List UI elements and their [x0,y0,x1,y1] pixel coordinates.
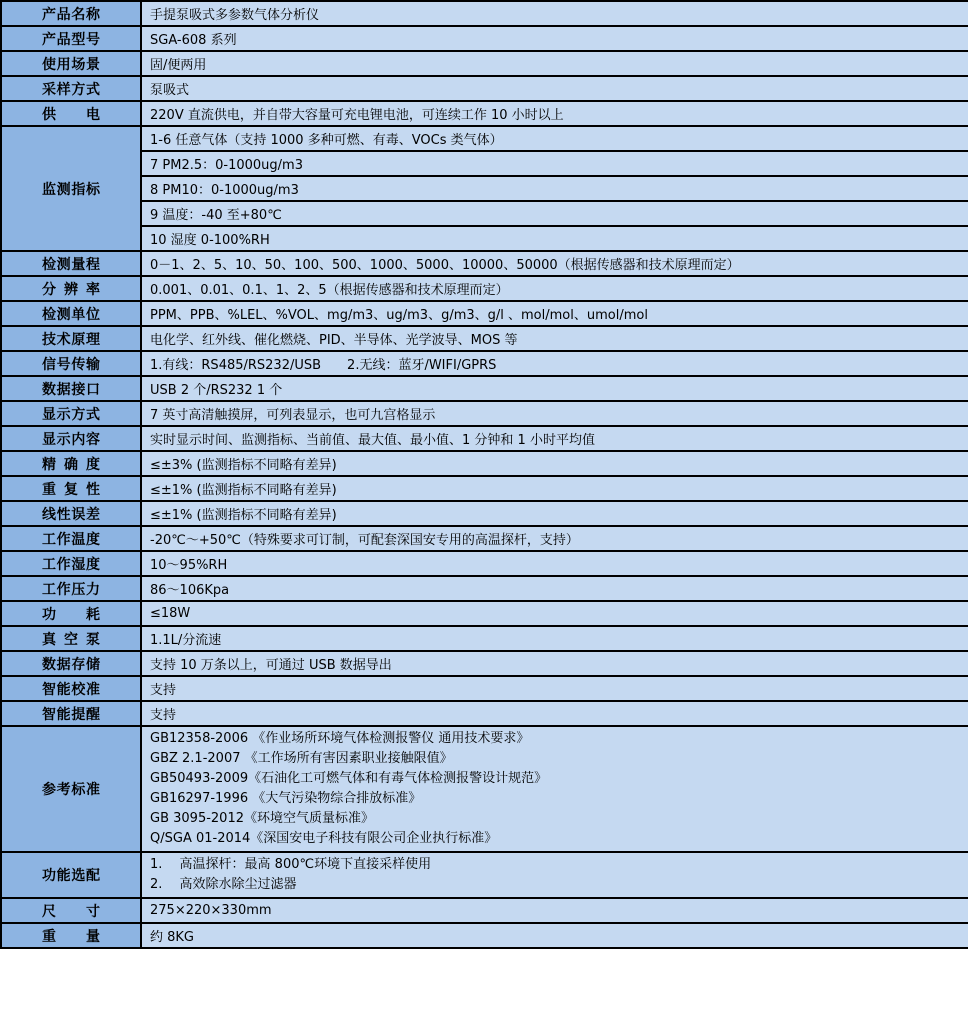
table-row [1,176,968,201]
spec-value: 275×220×330mm [141,898,968,923]
spec-label [1,852,141,898]
spec-label-text: 重量 [42,928,100,945]
spec-value: USB 2 个/RS232 1 个 [141,376,968,401]
spec-label [1,326,141,351]
spec-value-line: Q/SGA 01-2014《深国安电子科技有限公司企业执行标准》 [150,831,498,846]
spec-label-text: 信号传输 [42,356,100,373]
spec-label-text: 功能选配 [42,868,100,884]
spec-value: ≤±1% (监测指标不同略有差异) [141,476,968,501]
table-row [1,151,968,176]
table-row [1,476,968,501]
table-row [1,651,968,676]
spec-label [1,101,141,126]
spec-value: 1-6 任意气体（支持 1000 多种可燃、有毒、VOCs 类气体） [141,126,968,151]
spec-label-text: 工作压力 [42,581,100,598]
spec-value: 10～95%RH [141,551,968,576]
table-row [1,923,968,948]
table-row [1,126,968,151]
table-row [1,376,968,401]
table-row [1,426,968,451]
spec-value-line: 1. 高温探杆：最高 800℃环境下直接采样使用 [150,857,432,872]
spec-label-text: 精确度 [42,456,100,473]
spec-label-text: 采样方式 [42,81,100,98]
spec-value [141,852,968,898]
spec-label [1,576,141,601]
spec-label [1,726,141,852]
table-row [1,401,968,426]
spec-label [1,126,141,251]
table-row [1,301,968,326]
spec-value: 9 温度：-40 至+80℃ [141,201,968,226]
spec-value: ≤±1% (监测指标不同略有差异) [141,501,968,526]
spec-value-line: 2. 高效除水除尘过滤器 [150,877,297,892]
spec-label-text: 参考标准 [42,782,100,798]
spec-label [1,276,141,301]
spec-value: 10 湿度 0-100%RH [141,226,968,251]
spec-value: 约 8KG [141,923,968,948]
spec-label [1,1,141,26]
spec-value: ≤±3% (监测指标不同略有差异) [141,451,968,476]
spec-label-text: 工作湿度 [42,556,100,573]
table-row [1,26,968,51]
spec-value: 支持 [141,701,968,726]
spec-label [1,651,141,676]
spec-label-text: 真空泵 [42,631,100,648]
spec-label [1,401,141,426]
spec-value-line: GB 3095-2012《环境空气质量标准》 [150,811,374,826]
table-row [1,551,968,576]
table-row [1,326,968,351]
spec-value: 1.有线：RS485/RS232/USB 2.无线：蓝牙/WIFI/GPRS [141,351,968,376]
spec-label-text: 显示方式 [42,406,100,423]
spec-label-text: 工作温度 [42,531,100,548]
spec-value: 支持 [141,676,968,701]
spec-value: -20℃～+50℃（特殊要求可订制，可配套深国安专用的高温探杆，支持） [141,526,968,551]
spec-value: 1.1L/分流速 [141,626,968,651]
spec-label [1,26,141,51]
table-row [1,601,968,626]
table-row [1,201,968,226]
spec-label-text: 线性误差 [42,506,100,523]
spec-value: 7 英寸高清触摸屏，可列表显示，也可九宫格显示 [141,401,968,426]
spec-label-text: 技术原理 [42,331,100,348]
table-row [1,101,968,126]
spec-value: 实时显示时间、监测指标、当前值、最大值、最小值、1 分钟和 1 小时平均值 [141,426,968,451]
table-row [1,526,968,551]
table-row [1,226,968,251]
spec-value: SGA-608 系列 [141,26,968,51]
spec-label-text: 数据接口 [42,381,100,398]
spec-label [1,501,141,526]
table-row [1,501,968,526]
spec-value: PPM、PPB、%LEL、%VOL、mg/m3、ug/m3、g/m3、g/l 、mol/mol、umol/mol [141,301,968,326]
spec-label-text: 数据存储 [42,656,100,673]
spec-label [1,898,141,923]
table-row [1,251,968,276]
table-row [1,76,968,101]
table-row [1,351,968,376]
spec-label [1,923,141,948]
table-row [1,276,968,301]
spec-label-text: 产品名称 [42,6,100,23]
spec-value: 支持 10 万条以上，可通过 USB 数据导出 [141,651,968,676]
table-row [1,1,968,26]
spec-value: 0－1、2、5、10、50、100、500、1000、5000、10000、50000（根据传感器和技术原理而定） [141,251,968,276]
spec-label [1,526,141,551]
spec-label-text: 功耗 [42,606,100,623]
spec-value: 手提泵吸式多参数气体分析仪 [141,1,968,26]
spec-label-text: 使用场景 [42,56,100,73]
spec-label [1,251,141,276]
spec-label-text: 监测指标 [42,181,100,198]
spec-label [1,601,141,626]
spec-label-text: 智能提醒 [42,706,100,723]
spec-label-text: 分辨率 [42,281,100,298]
spec-label [1,301,141,326]
spec-label [1,676,141,701]
spec-label [1,626,141,651]
spec-label-text: 尺寸 [42,903,100,920]
spec-value: 泵吸式 [141,76,968,101]
spec-value-line: GBZ 2.1-2007 《工作场所有害因素职业接触限值》 [150,751,453,766]
table-row [1,626,968,651]
spec-label [1,551,141,576]
spec-value: 8 PM10：0-1000ug/m3 [141,176,968,201]
spec-value: ≤18W [141,601,968,626]
table-row [1,852,968,898]
spec-value-line: GB12358-2006 《作业场所环境气体检测报警仪 通用技术要求》 [150,731,530,746]
spec-value: 86～106Kpa [141,576,968,601]
spec-label [1,76,141,101]
spec-label [1,451,141,476]
spec-value: 固/便两用 [141,51,968,76]
spec-value: 电化学、红外线、催化燃烧、PID、半导体、光学波导、MOS 等 [141,326,968,351]
table-row [1,451,968,476]
spec-label-text: 产品型号 [42,31,100,48]
spec-label [1,426,141,451]
spec-label-text: 显示内容 [42,431,100,448]
spec-label [1,376,141,401]
table-row [1,676,968,701]
spec-value: 220V 直流供电，并自带大容量可充电锂电池，可连续工作 10 小时以上 [141,101,968,126]
spec-label [1,351,141,376]
spec-value: 7 PM2.5：0-1000ug/m3 [141,151,968,176]
table-row [1,576,968,601]
spec-label-text: 智能校准 [42,681,100,698]
spec-label-text: 供电 [42,106,100,123]
table-row [1,701,968,726]
spec-value: 0.001、0.01、0.1、1、2、5（根据传感器和技术原理而定） [141,276,968,301]
spec-label-text: 检测量程 [42,256,100,273]
table-row [1,726,968,852]
spec-value [141,726,968,852]
spec-value-line: GB16297-1996 《大气污染物综合排放标准》 [150,791,422,806]
spec-label-text: 检测单位 [42,306,100,323]
spec-value-line: GB50493-2009《石油化工可燃气体和有毒气体检测报警设计规范》 [150,771,548,786]
spec-label [1,476,141,501]
table-row [1,898,968,923]
spec-label [1,701,141,726]
spec-label [1,51,141,76]
table-row [1,51,968,76]
spec-label-text: 重复性 [42,481,100,498]
